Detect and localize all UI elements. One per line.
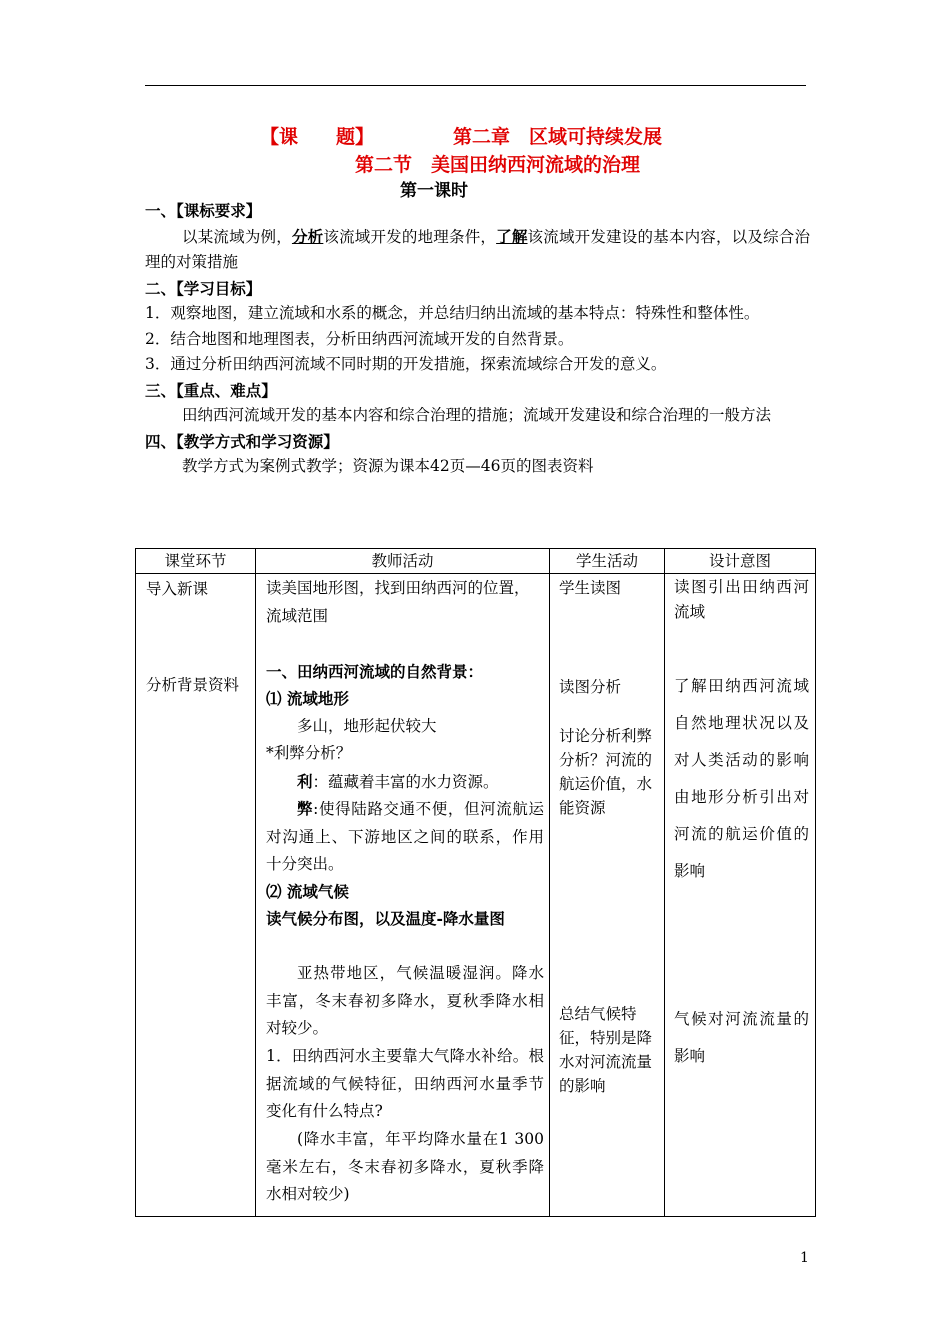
chapter-title: 第二章 区域可持续发展 [453,126,663,148]
header-stage: 课堂环节 [136,549,256,574]
teaching-method: 教学方式为案例式教学；资源为课本42页—46页的图表资料 [182,457,594,475]
table-header-row [136,549,816,574]
pros-label: 利 [297,772,313,791]
text-run: 该流域开发的地理条件， [323,227,497,246]
text-run: 以某流域为例， [182,227,292,246]
table-row [136,574,816,1217]
lesson-content [145,198,810,480]
header-intent: 设计意图 [665,549,816,574]
teacher-answer: (降水丰富，年平均降水量在1 300毫米左右，冬末春初多降水，夏秋季降水相对较少) [266,1130,544,1203]
teacher-terrain-desc: 多山，地形起伏较大 [297,717,437,735]
goal-item-3: 3．通过分析田纳西河流域不同时期的开发措施，探索流域综合开发的意义。 [145,355,667,373]
cons-text: :使得陆路交通不便，但河流航运对沟通上、下游地区之间的联系，作用十分突出。 [266,800,544,873]
section-heading-2: 二、【学习目标】 [145,278,262,298]
header-teacher: 教师活动 [256,549,550,574]
keyword-analyze: 分析 [291,226,324,246]
keyword-understand: 了解 [496,226,528,246]
stage-intro: 导入新课 [146,580,209,598]
teacher-question: 1．田纳西河水主要靠大气降水补给。根据流域的气候特征，田纳西河水量季节变化有什么特点? [266,1047,544,1120]
lesson-title: 第一课时 [400,181,468,201]
intent-intro: 读图引出田纳西河流域 [674,578,809,621]
teacher-pros [266,768,544,797]
teacher-climate-title: ⑵ 流域气候 [266,882,349,901]
stage-cell [136,574,256,1217]
student-discuss: 讨论分析利弊分析？河流的航运价值，水能资源 [559,727,653,817]
student-analyze: 读图分析 [559,678,622,696]
section-heading-4: 四、【教学方式和学习资源】 [145,431,339,451]
header-student: 学生活动 [550,549,665,574]
curriculum-requirement [145,224,810,276]
cons-label: 弊 [297,799,314,818]
section-heading-1: 一、【课标要求】 [145,201,262,220]
teacher-intro: 读美国地形图，找到田纳西河的位置，流域范围 [266,579,530,625]
intent-cell [665,574,816,1217]
header-rule [145,85,806,86]
text-run: 该流域开发建设的基本内容，以及综合治理的对策措施 [145,227,810,271]
intent-analysis: 了解田纳西河流域自然地理状况以及对人类活动的影响由地形分析引出对河流的航运价值的影响 [674,677,809,880]
teacher-heading: 一、田纳西河流域的自然背景： [266,662,484,681]
goal-item-2: 2．结合地图和地理图表，分析田纳西河流域开发的自然背景。 [145,329,574,348]
teacher-cell [256,574,550,1217]
intent-climate: 气候对河流流量的影响 [674,1010,809,1065]
section-title: 第二节 美国田纳西河流域的治理 [355,154,641,176]
student-read-map: 学生读图 [559,579,622,597]
teacher-pros-cons: *利弊分析？ [266,744,352,762]
section-heading-3: 三、【重点、难点】 [145,380,277,400]
teacher-terrain-title: ⑴ 流域地形 [266,689,349,708]
student-summary: 总结气候特征，特别是降水对河流流量的影响 [559,1005,653,1095]
stage-analysis: 分析背景资料 [146,676,240,694]
page-number: 1 [800,1250,809,1266]
teacher-climate-desc: 亚热带地区，气候温暖湿润。降水丰富，冬末春初多降水，夏秋季降水相对较少。 [266,964,544,1037]
topic-label: 【课 题】 [260,126,375,148]
teacher-climate-read: 读气候分布图，以及温度-降水量图 [266,909,505,928]
pros-text: ：蕴藏着丰富的水力资源。 [312,773,499,791]
teacher-cons [266,795,544,879]
goal-item-1: 1．观察地图，建立流域和水系的概念，并总结归纳出流域的基本特点：特殊性和整体性。 [145,304,760,322]
key-points: 田纳西河流域开发的基本内容和综合治理的措施；流域开发建设和综合治理的一般方法 [182,406,772,424]
student-cell [550,574,665,1217]
lesson-plan-table [135,548,816,1217]
